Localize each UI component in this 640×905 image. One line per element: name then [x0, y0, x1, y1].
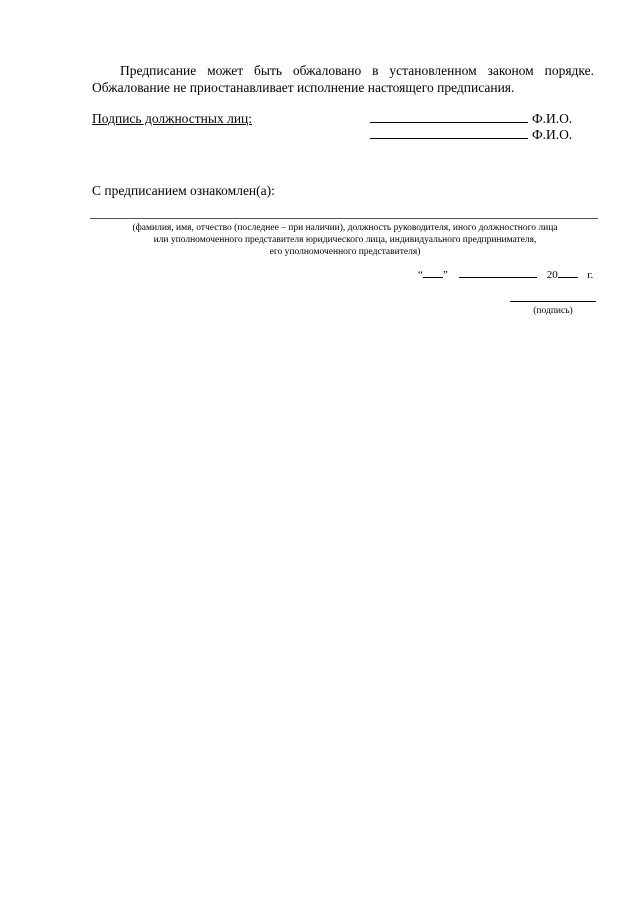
signature-caption: (подпись) [533, 306, 573, 316]
acquainted-caption-line-1: (фамилия, имя, отчество (последнее – при наличии), должность руководителя, иного должностного лица [132, 223, 558, 233]
appeal-paragraph-line-1: Предписание может быть обжаловано в установленном законом порядке. [120, 63, 594, 78]
fio-label-1: Ф.И.О. [532, 111, 573, 126]
year-prefix: 20 [546, 269, 558, 281]
day-blank [423, 267, 443, 278]
year-blank [558, 267, 578, 278]
signature-line-1 [370, 122, 528, 123]
acquainted-caption-line-3: его уполномоченного представителя) [269, 247, 421, 257]
officials-signature-label: Подпись должностных лиц: [92, 111, 253, 126]
acquainted-caption [92, 222, 598, 258]
year-suffix: г. [587, 269, 594, 281]
fio-label-2: Ф.И.О. [532, 127, 573, 142]
month-blank [459, 267, 537, 278]
appeal-paragraph [92, 62, 594, 96]
acquainted-caption-line-2: или уполномоченного представителя юридического лица, индивидуального предпринимателя, [153, 235, 537, 245]
acquainted-label: С предписанием ознакомлен(а): [92, 183, 275, 198]
date-close-quote: ” [442, 269, 448, 281]
date-row [418, 267, 593, 282]
appeal-paragraph-line-2: Обжалование не приостанавливает исполнение настоящего предписания. [92, 80, 515, 95]
date-open-quote: “ [418, 269, 423, 281]
acquainted-name-line [90, 218, 598, 219]
signature-line-acquainted [510, 301, 596, 302]
signature-line-2 [370, 138, 528, 139]
